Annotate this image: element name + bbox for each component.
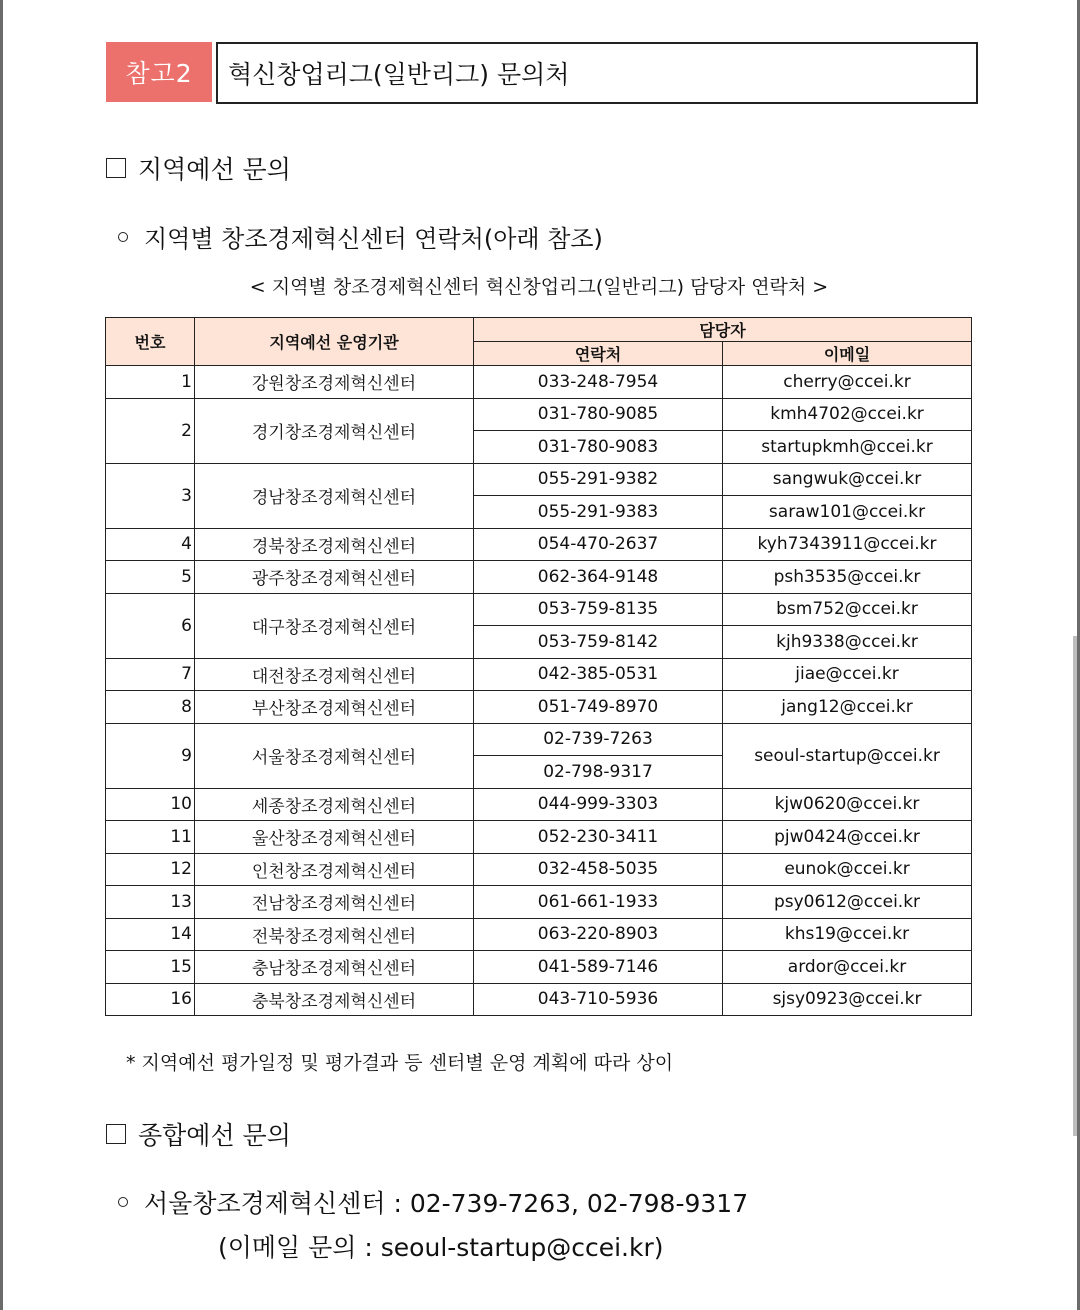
row-number: 3 [106,463,195,528]
row-email: psy0612@ccei.kr [723,886,972,919]
row-phone: 053-759-8135 [474,593,723,626]
row-number: 9 [106,723,195,788]
row-phone: 033-248-7954 [474,366,723,399]
row-email: eunok@ccei.kr [723,853,972,886]
row-phone: 02-739-7263 [474,723,723,756]
row-number: 14 [106,918,195,951]
contacts-table [105,317,972,1016]
row-number: 11 [106,821,195,854]
row-email: kjw0620@ccei.kr [723,788,972,821]
row-organization: 경북창조경제혁신센터 [195,528,474,561]
regional-bullet [118,219,603,254]
row-phone: 053-759-8142 [474,626,723,659]
row-number: 1 [106,366,195,399]
overall-email: (이메일 문의 : seoul-startup@ccei.kr) [218,1233,664,1262]
row-phone: 063-220-8903 [474,918,723,951]
overall-contact [118,1184,748,1220]
table-row [106,593,972,626]
row-email: jang12@ccei.kr [723,691,972,724]
table-row [106,951,972,984]
row-phone: 044-999-3303 [474,788,723,821]
table-row [106,528,972,561]
row-organization: 인천창조경제혁신센터 [195,853,474,886]
row-email: kjh9338@ccei.kr [723,626,972,659]
row-organization: 전남창조경제혁신센터 [195,886,474,919]
row-email: ardor@ccei.kr [723,951,972,984]
row-number: 7 [106,658,195,691]
page-left-edge [0,0,3,1310]
checkbox-icon [106,158,126,178]
table-row [106,918,972,951]
row-organization: 경기창조경제혁신센터 [195,398,474,463]
header-number: 번호 [106,318,195,366]
row-phone: 042-385-0531 [474,658,723,691]
row-phone: 02-798-9317 [474,756,723,789]
table-row [106,821,972,854]
row-email: psh3535@ccei.kr [723,561,972,594]
table-row [106,658,972,691]
table-row [106,886,972,919]
header-phone: 연락처 [474,342,723,366]
row-phone: 052-230-3411 [474,821,723,854]
row-email: kyh7343911@ccei.kr [723,528,972,561]
row-email: khs19@ccei.kr [723,918,972,951]
row-email: pjw0424@ccei.kr [723,821,972,854]
row-phone: 062-364-9148 [474,561,723,594]
row-number: 10 [106,788,195,821]
row-phone: 051-749-8970 [474,691,723,724]
table-row [106,723,972,756]
row-phone: 041-589-7146 [474,951,723,984]
header-manager: 담당자 [474,318,972,342]
row-organization: 전북창조경제혁신센터 [195,918,474,951]
row-phone: 031-780-9083 [474,431,723,464]
row-email: jiae@ccei.kr [723,658,972,691]
row-number: 16 [106,983,195,1016]
row-organization: 세종창조경제혁신센터 [195,788,474,821]
table-row [106,561,972,594]
table-caption [0,272,1080,299]
row-organization: 대구창조경제혁신센터 [195,593,474,658]
row-phone: 061-661-1933 [474,886,723,919]
overall-section-heading [106,1116,291,1152]
row-number: 15 [106,951,195,984]
ring-bullet-icon [118,232,128,242]
row-email: sangwuk@ccei.kr [723,463,972,496]
header-email: 이메일 [723,342,972,366]
row-email: sjsy0923@ccei.kr [723,983,972,1016]
regional-bullet-text: 지역별 창조경제혁신센터 연락처(아래 참조) [144,225,603,253]
scrollbar-thumb[interactable] [1073,636,1077,1136]
table-row [106,691,972,724]
overall-contact-text: 서울창조경제혁신센터 : 02-739-7263, 02-798-9317 [144,1189,749,1218]
row-organization: 광주창조경제혁신센터 [195,561,474,594]
row-number: 2 [106,398,195,463]
row-number: 6 [106,593,195,658]
regional-heading-text: 지역예선 문의 [138,155,291,184]
table-caption-text: < 지역별 창조경제혁신센터 혁신창업리그(일반리그) 담당자 연락처 > [249,276,829,298]
table-row [106,983,972,1016]
row-number: 5 [106,561,195,594]
row-number: 8 [106,691,195,724]
regional-section-heading [106,150,291,186]
footnote: * 지역예선 평가일정 및 평가결과 등 센터별 운영 계획에 따라 상이 [126,1052,674,1074]
row-email: startupkmh@ccei.kr [723,431,972,464]
row-organization: 울산창조경제혁신센터 [195,821,474,854]
row-phone: 032-458-5035 [474,853,723,886]
overall-heading-text: 종합예선 문의 [138,1121,291,1150]
row-number: 13 [106,886,195,919]
table-row [106,853,972,886]
row-email: seoul-startup@ccei.kr [723,723,972,788]
row-phone: 043-710-5936 [474,983,723,1016]
row-organization: 대전창조경제혁신센터 [195,658,474,691]
row-phone: 055-291-9383 [474,496,723,529]
row-email: bsm752@ccei.kr [723,593,972,626]
header-organization: 지역예선 운영기관 [195,318,474,366]
row-email: cherry@ccei.kr [723,366,972,399]
table-row [106,366,972,399]
row-organization: 서울창조경제혁신센터 [195,723,474,788]
ring-bullet-icon [118,1197,128,1207]
row-email: kmh4702@ccei.kr [723,398,972,431]
reference-title: 혁신창업리그(일반리그) 문의처 [228,60,570,89]
row-email: saraw101@ccei.kr [723,496,972,529]
row-phone: 055-291-9382 [474,463,723,496]
reference-title-box [216,42,978,104]
row-organization: 부산창조경제혁신센터 [195,691,474,724]
table-row [106,788,972,821]
table-row [106,398,972,431]
row-phone: 054-470-2637 [474,528,723,561]
table-row [106,463,972,496]
row-phone: 031-780-9085 [474,398,723,431]
row-number: 4 [106,528,195,561]
row-organization: 충남창조경제혁신센터 [195,951,474,984]
row-number: 12 [106,853,195,886]
reference-badge: 참고2 [106,42,212,102]
table-body [106,366,972,1016]
row-organization: 경남창조경제혁신센터 [195,463,474,528]
checkbox-icon [106,1124,126,1144]
row-organization: 충북창조경제혁신센터 [195,983,474,1016]
row-organization: 강원창조경제혁신센터 [195,366,474,399]
